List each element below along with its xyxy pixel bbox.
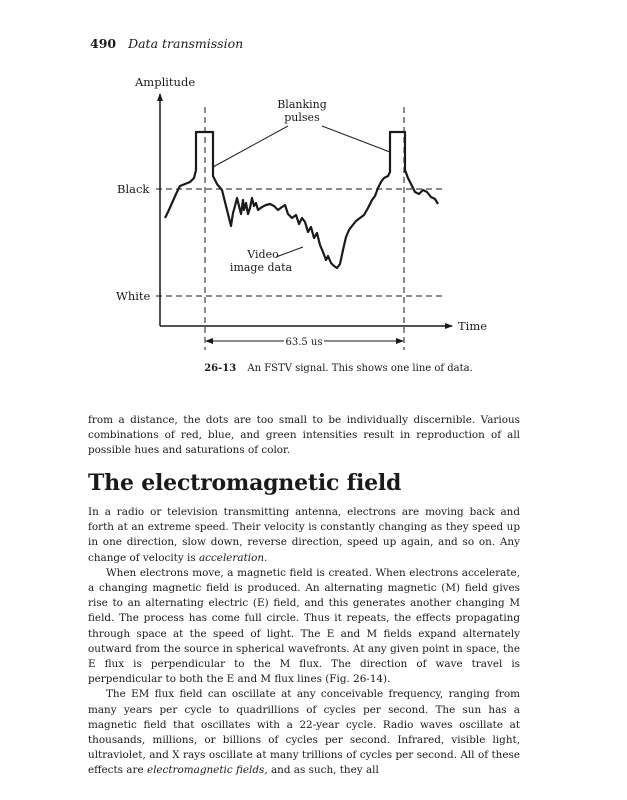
video-pointer — [276, 247, 303, 257]
caption-number: 26-13 — [204, 363, 237, 374]
duration-label: 63.5 us — [285, 337, 323, 348]
video-label-line-2: image data — [229, 261, 293, 274]
blanking-pointer-left — [213, 126, 288, 167]
blanking-label-line-2: pulses — [284, 111, 320, 124]
blanking-pointer-right — [322, 126, 390, 152]
paragraph-continued — [88, 413, 520, 459]
paragraph-magnetic: When electrons move, a magnetic field is created. When electrons accelerate, a changing magnetic field is produced. An alternating magnetic (M) field gives rise to an alternating electric (E) field, and this generates another changing M field. The process has come full circle. Thus it repeats, the effects propagating through space at the speed of light. The E and M fields expand alternately outward from the source in spherical wavefronts. At any given point in space, the E flux is perpendicular to the M flux. The direction of wave travel is perpendicular to both the E and M flux lines (Fig. 26-14). — [88, 566, 520, 686]
section-title: The electromagnetic field — [88, 470, 402, 496]
amplitude-label: Amplitude — [135, 75, 196, 89]
running-title: Data transmission — [128, 36, 244, 51]
video-label-line-1: Video — [247, 248, 279, 261]
figure-caption — [0, 363, 627, 374]
white-level-label: White — [116, 289, 151, 303]
paragraph-text: from a distance, the dots are too small to be individually discernible. Various combinations of red, blue, and green intensities result in reproduction of all possible hues and saturations of color. — [88, 414, 520, 457]
section-body — [88, 505, 520, 779]
time-axis-label: Time — [458, 319, 488, 333]
black-level-label: Black — [117, 182, 150, 196]
page-number: 490 — [90, 36, 117, 51]
fstv-signal-figure — [0, 0, 627, 360]
paragraph-intro: In a radio or television transmitting antenna, electrons are moving back and forth at an extreme speed. Their velocity is constantly changing as they speed up in one direction, slow down, reverse direction, speed up again, and so on. Any change of velocity is acceleration. — [88, 506, 520, 564]
paragraph-frequency: The EM flux field can oscillate at any conceivable frequency, ranging from many years per cycle to quadrillions of cycles per second. The sun has a magnetic field that oscillates with a 22-year cycle. Radio waves oscillate at thousands, millions, or billions of cycles per second. Infrared, visible light, ultraviolet, and X rays oscillate at many trillions of cycles per second. All of these effects are electromagnetic fields, and as such, they all — [88, 688, 520, 777]
caption-text: An FSTV signal. This shows one line of data. — [247, 363, 473, 374]
blanking-label-line-1: Blanking — [277, 98, 327, 111]
